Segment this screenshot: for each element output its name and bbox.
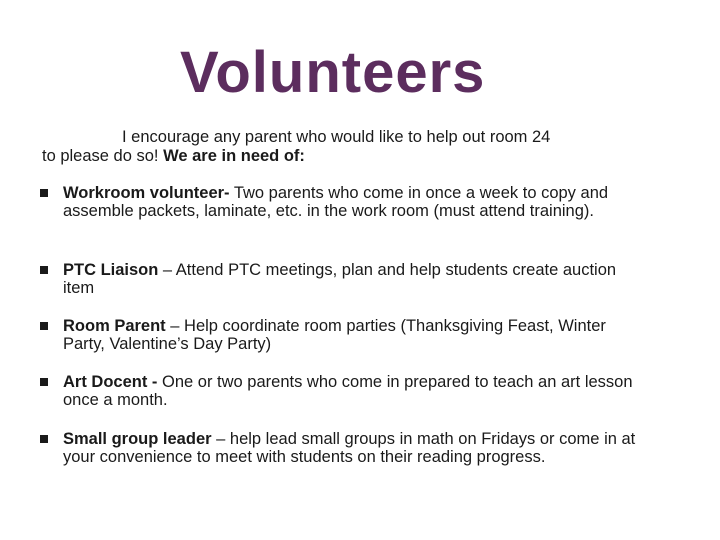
- list-item-description: – Help coordinate room parties (Thanksgiving Feast, Winter Party, Valentine’s Day Party): [63, 317, 606, 353]
- list-item-description: – help lead small groups in math on Fridays or come in at your convenience to meet with students on their reading progress.: [63, 430, 636, 466]
- square-bullet-icon: [40, 378, 48, 386]
- list-item-label: Art Docent -: [63, 373, 158, 391]
- list-item-text: [63, 430, 640, 466]
- intro-paragraph: [42, 128, 682, 166]
- square-bullet-icon: [40, 189, 48, 197]
- list-item-description: One or two parents who come in prepared to teach an art lesson once a month.: [63, 373, 633, 409]
- list-item-art-docent: [40, 373, 640, 409]
- list-item-label: Small group leader: [63, 430, 212, 448]
- list-item-text: [63, 261, 640, 297]
- list-item-label: Room Parent: [63, 317, 166, 335]
- list-item-description: – Attend PTC meetings, plan and help students create auction item: [63, 261, 617, 297]
- list-item-description: Two parents who come in once a week to copy and assemble packets, laminate, etc. in the work room (must attend training).: [63, 184, 609, 220]
- intro-line-1: I encourage any parent who would like to help out room 24: [122, 128, 551, 146]
- square-bullet-icon: [40, 322, 48, 330]
- intro-line-2: to please do so!: [42, 147, 164, 165]
- list-item-small-group-leader: [40, 430, 640, 466]
- list-item-ptc-liaison: [40, 261, 640, 297]
- intro-need: We are in need of:: [163, 147, 305, 165]
- square-bullet-icon: [40, 435, 48, 443]
- list-item-room-parent: [40, 317, 640, 353]
- list-item-label: PTC Liaison: [63, 261, 159, 279]
- page-title: Volunteers: [180, 40, 486, 105]
- list-item-label: Workroom volunteer-: [63, 184, 230, 202]
- list-item-text: [63, 184, 640, 220]
- list-item-text: [63, 373, 640, 409]
- list-item-workroom: [40, 184, 640, 220]
- list-item-text: [63, 317, 640, 353]
- square-bullet-icon: [40, 266, 48, 274]
